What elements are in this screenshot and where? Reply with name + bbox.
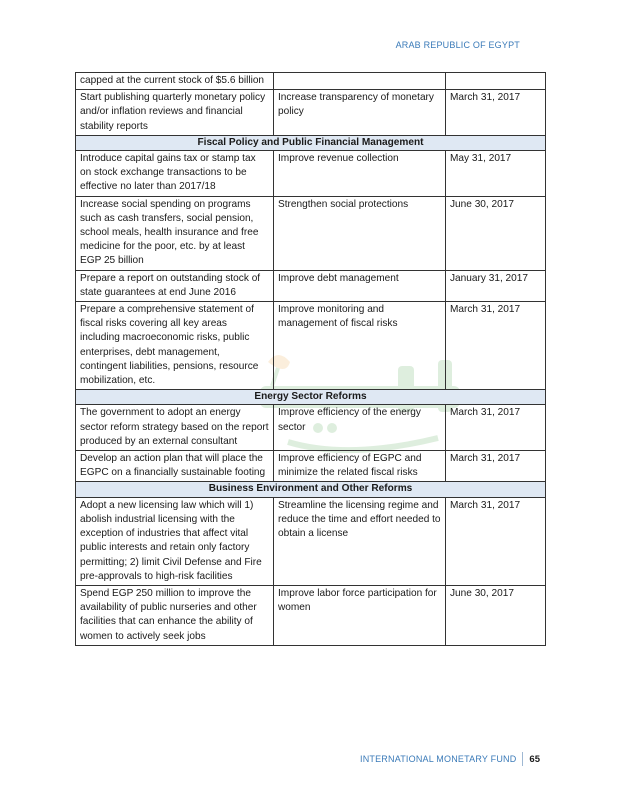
measure-cell: Prepare a report on outstanding stock of state guarantees at end June 2016	[76, 270, 274, 301]
objective-cell: Improve debt management	[274, 270, 446, 301]
table-row	[76, 405, 546, 451]
date-cell: March 31, 2017	[446, 497, 546, 585]
measure-cell: capped at the current stock of $5.6 billion	[76, 73, 274, 90]
objective-cell: Increase transparency of monetary policy	[274, 90, 446, 136]
table-row	[76, 451, 546, 482]
measure-cell: Develop an action plan that will place the EGPC on a financially sustainable footing	[76, 451, 274, 482]
measure-cell: Increase social spending on programs such as cash transfers, social pension, school meals, health insurance and free medicine for the poor, etc. by at least EGP 25 billion	[76, 196, 274, 270]
table-row	[76, 270, 546, 301]
objective-cell: Improve revenue collection	[274, 151, 446, 197]
table-row	[76, 585, 546, 645]
document-header-title: ARAB REPUBLIC OF EGYPT	[395, 40, 520, 50]
objective-cell: Strengthen social protections	[274, 196, 446, 270]
measure-cell: The government to adopt an energy sector reform strategy based on the report produced by an external consultant	[76, 405, 274, 451]
section-title: Fiscal Policy and Public Financial Management	[76, 135, 546, 150]
table-row	[76, 497, 546, 585]
table-row	[76, 196, 546, 270]
section-title: Business Environment and Other Reforms	[76, 482, 546, 497]
measure-cell: Introduce capital gains tax or stamp tax on stock exchange transactions to be effective no later than 2017/18	[76, 151, 274, 197]
date-cell: May 31, 2017	[446, 151, 546, 197]
section-title: Energy Sector Reforms	[76, 390, 546, 405]
measure-cell: Prepare a comprehensive statement of fiscal risks covering all key areas including macroeconomic risks, public enterprises, debt management, contingent liabilities, pensions, resource mobilization, etc.	[76, 302, 274, 390]
section-header-row	[76, 482, 546, 497]
table-row	[76, 73, 546, 90]
date-cell: March 31, 2017	[446, 451, 546, 482]
table-row	[76, 151, 546, 197]
page-footer	[360, 752, 540, 766]
table-row	[76, 302, 546, 390]
date-cell: June 30, 2017	[446, 196, 546, 270]
objective-cell: Streamline the licensing regime and reduce the time and effort needed to obtain a license	[274, 497, 446, 585]
objective-cell: Improve efficiency of EGPC and minimize the related fiscal risks	[274, 451, 446, 482]
date-cell: June 30, 2017	[446, 585, 546, 645]
objective-cell: Improve efficiency of the energy sector	[274, 405, 446, 451]
section-header-row	[76, 390, 546, 405]
date-cell: March 31, 2017	[446, 405, 546, 451]
footer-label: INTERNATIONAL MONETARY FUND	[360, 754, 517, 764]
measure-cell: Spend EGP 250 million to improve the availability of public nurseries and other facilities that can enhance the ability of women to actively seek jobs	[76, 585, 274, 645]
objective-cell: Improve labor force participation for women	[274, 585, 446, 645]
date-cell: March 31, 2017	[446, 90, 546, 136]
objective-cell: Improve monitoring and management of fiscal risks	[274, 302, 446, 390]
section-header-row	[76, 135, 546, 150]
page-number: 65	[529, 753, 540, 765]
reform-measures-table	[75, 72, 546, 646]
date-cell	[446, 73, 546, 90]
date-cell: March 31, 2017	[446, 302, 546, 390]
footer-divider	[522, 752, 523, 766]
objective-cell	[274, 73, 446, 90]
measure-cell: Start publishing quarterly monetary policy and/or inflation reviews and financial stability reports	[76, 90, 274, 136]
measure-cell: Adopt a new licensing law which will 1) abolish industrial licensing with the exception of industries that affect vital public interests and retain only factory permitting; 2) limit Civil Defense and Fire pre-approvals to high-risk facilities	[76, 497, 274, 585]
date-cell: January 31, 2017	[446, 270, 546, 301]
table-row	[76, 90, 546, 136]
